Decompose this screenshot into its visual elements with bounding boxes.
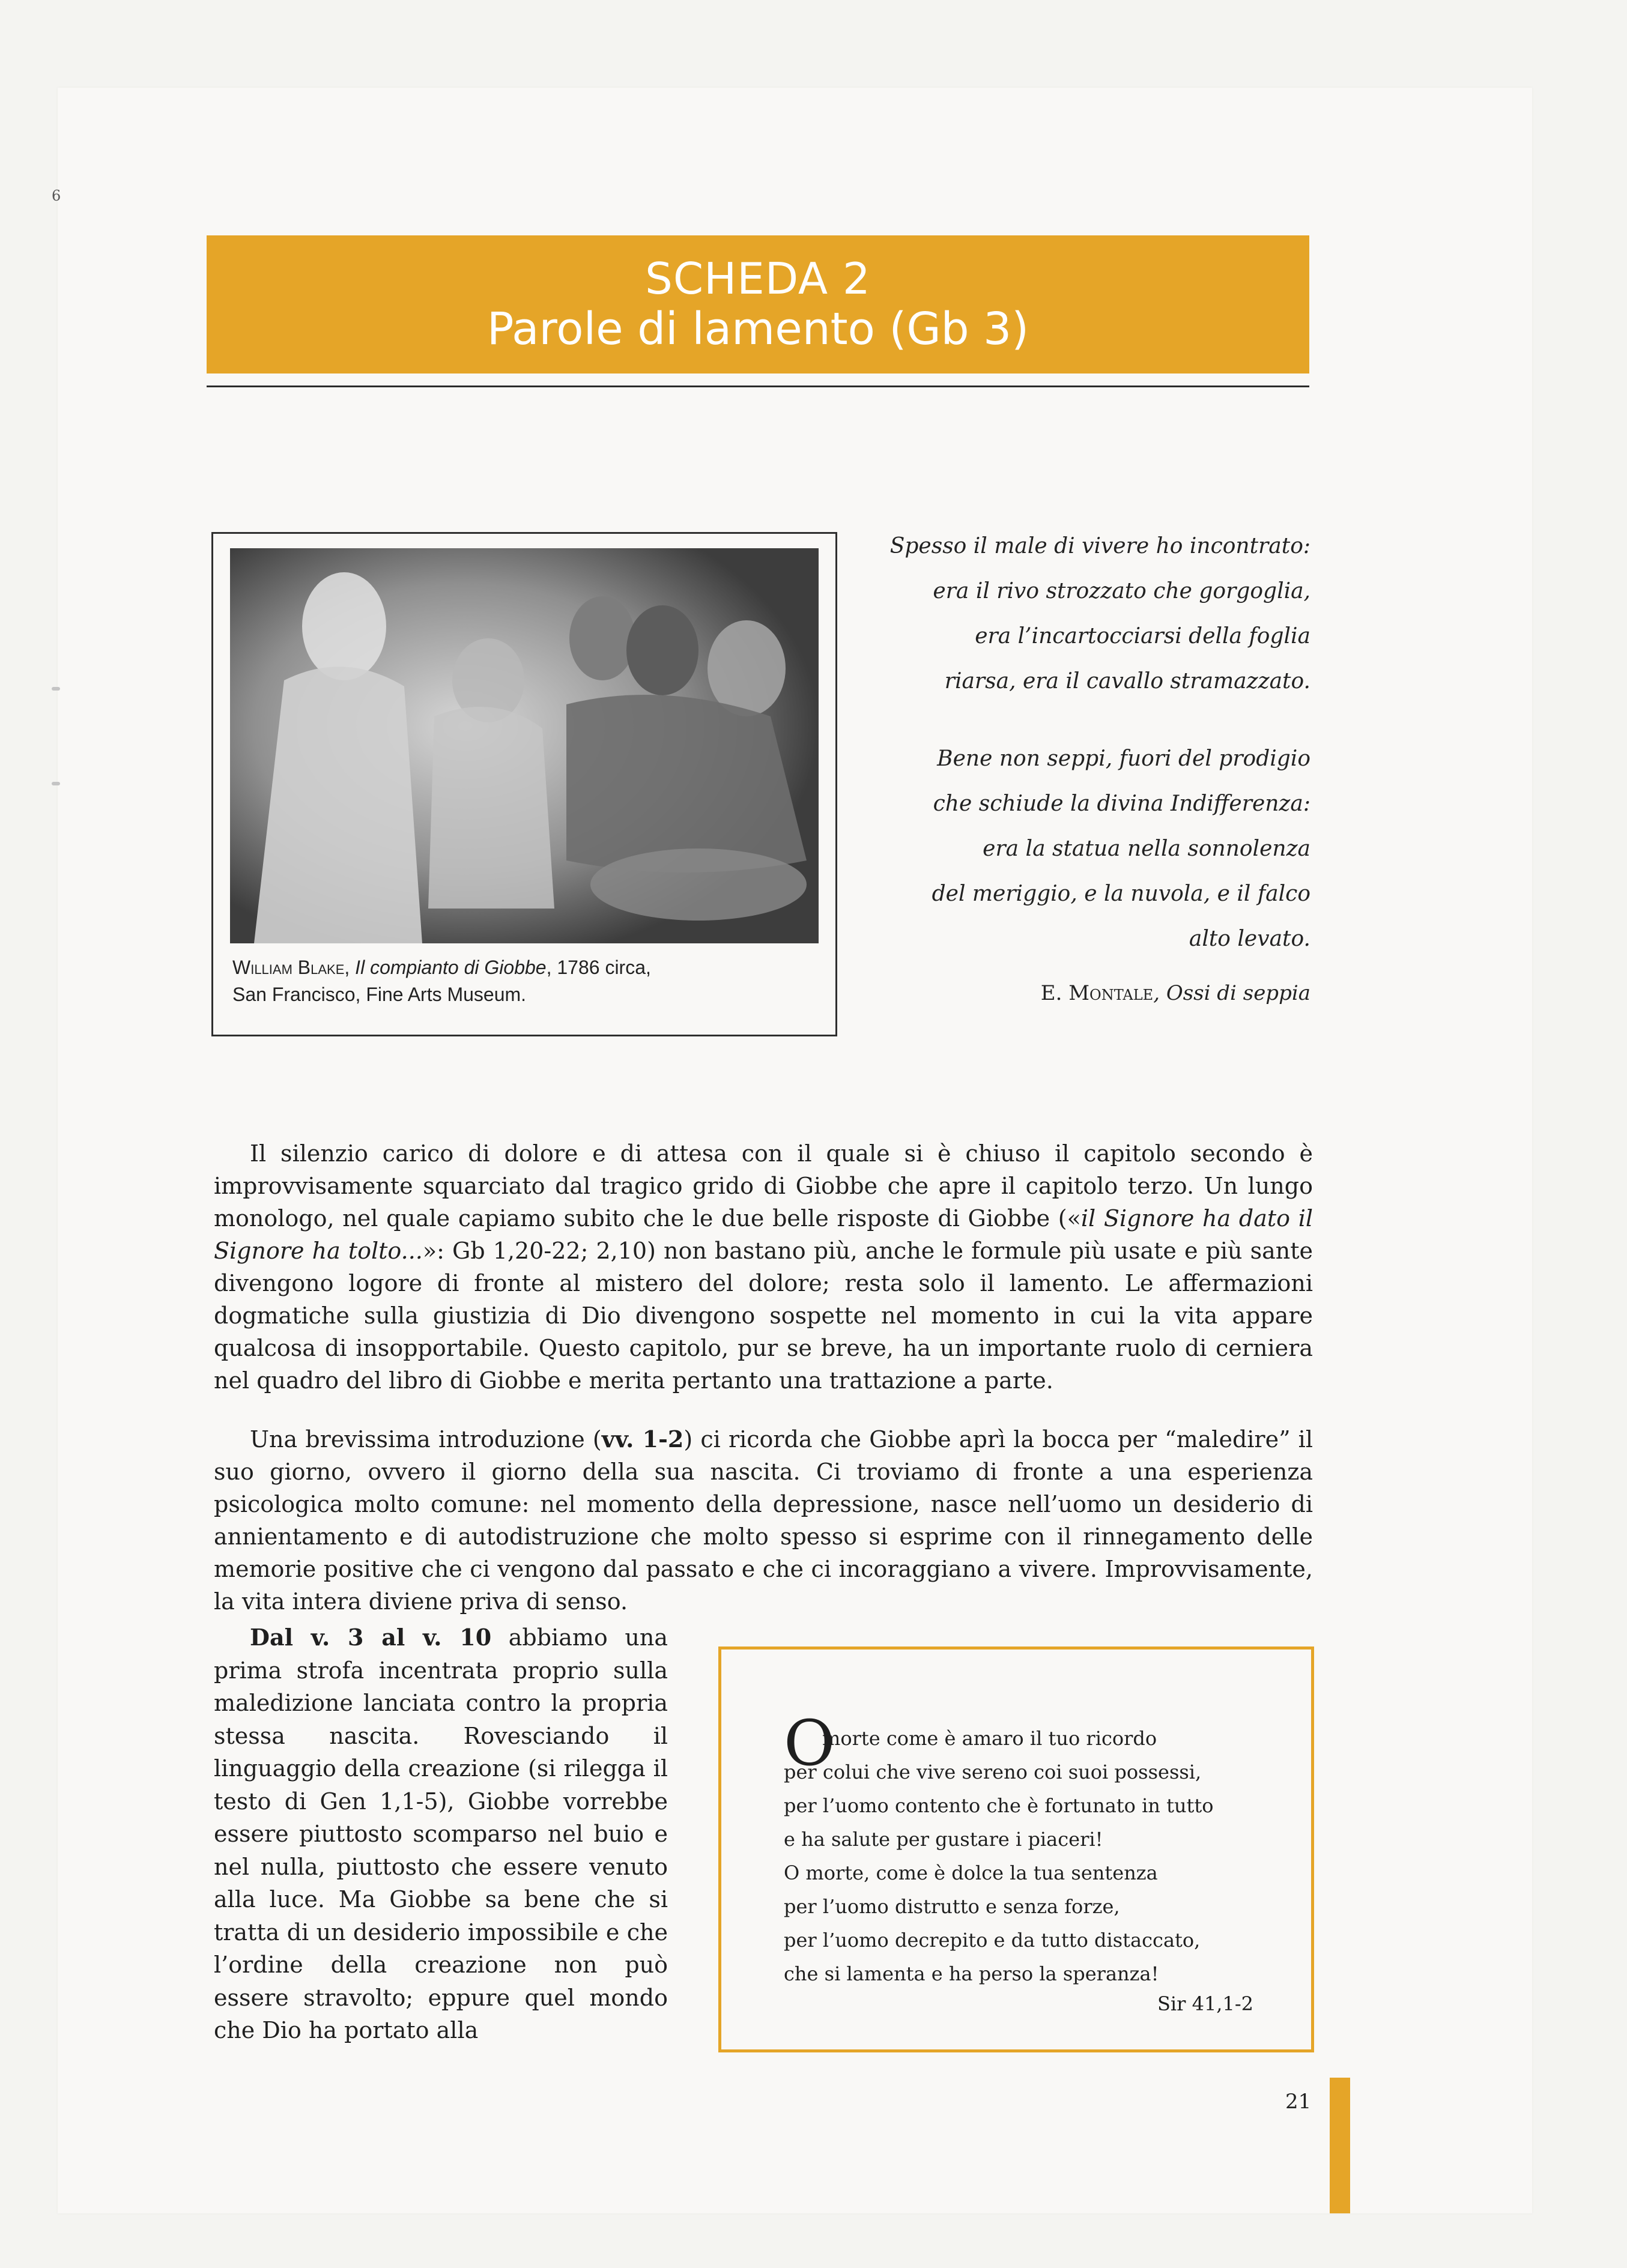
page-number: 21: [1285, 2090, 1312, 2114]
caption-title: Il compianto di Giobbe: [355, 957, 547, 978]
paragraph-text: abbiamo una prima strofa incentrata proprio sulla maledizione lanciata contro la propria stessa nascita. Rovesciando il linguaggio della creazione (si rilegga il testo di Gen 1,1-5), Giobbe vorrebbe essere piuttosto scomparso nel buio e nel nulla, piuttosto che essere venuto alla luce. Ma Giobbe sa bene che si tratta di un desiderio impossibile e che l’ordine della creazione non può essere stravolto; eppure quel mondo che Dio ha portato alla: [214, 1624, 668, 2043]
attribution-separator: ,: [1153, 981, 1166, 1005]
section-kicker: SCHEDA 2: [645, 253, 871, 304]
painting-image: [230, 548, 819, 943]
painting-illustration: [230, 548, 819, 943]
poem-line: alto levato.: [1189, 927, 1310, 951]
poem-line: che schiude la divina Indifferenza:: [933, 791, 1310, 816]
poem-line: Spesso il male di vivere ho incontrato:: [889, 534, 1310, 558]
caption-date: , 1786 circa,: [546, 957, 651, 978]
figure-box: [211, 532, 837, 1036]
section-banner: [207, 235, 1309, 373]
paragraph: [214, 1137, 1313, 1397]
caption-author: William Blake: [232, 957, 345, 978]
quote-line: morte come è amaro il tuo ricordo: [822, 1727, 1157, 1750]
poem-author: E. Montale: [1040, 981, 1154, 1005]
paragraph-quote: il Signore ha dato il Signore ha tolto...: [214, 1205, 1313, 1264]
quote-line: per colui che vive sereno coi suoi possessi,: [784, 1761, 1202, 1783]
poem-line: era l’incartocciarsi della foglia: [975, 624, 1310, 649]
figure-caption: [232, 954, 821, 1008]
verse-reference: vv. 1-2: [601, 1426, 684, 1453]
paragraph: [214, 1423, 1313, 1618]
paragraph-text: Il silenzio carico di dolore e di attesa con il quale si è chiuso il capitolo secondo è improvvisamente squarciato dal tragico grido di Giobbe che apre il capitolo terzo. Un lungo monologo, nel quale capiamo subito che le due belle risposte di Giobbe («: [214, 1140, 1313, 1232]
body-text: [214, 1137, 1313, 1618]
section-title: Parole di lamento (Gb 3): [486, 303, 1029, 355]
poem-line: del meriggio, e la nuvola, e il falco: [932, 881, 1310, 906]
paragraph: [214, 1621, 668, 2047]
caption-location: San Francisco, Fine Arts Museum.: [232, 983, 527, 1005]
header-rule: [207, 386, 1309, 387]
quote-line: per l’uomo distrutto e senza forze,: [784, 1895, 1120, 1918]
epigraph-poem: [853, 524, 1310, 1016]
caption-separator: ,: [344, 957, 356, 978]
quote-line: che si lamenta e ha perso la speranza!: [784, 1962, 1159, 1985]
quote-line: per l’uomo decrepito e da tutto distaccato,: [784, 1929, 1201, 1952]
quote-line: per l’uomo contento che è fortunato in tutto: [784, 1794, 1214, 1817]
left-column-text: [214, 1621, 668, 2047]
poem-work: Ossi di seppia: [1166, 981, 1310, 1005]
poem-line: era il rivo strozzato che gorgoglia,: [933, 579, 1310, 603]
bleed-mark: [52, 687, 60, 691]
poem-line: era la statua nella sonnolenza: [983, 836, 1310, 861]
paragraph-text: ) ci ricorda che Giobbe aprì la bocca per “maledire” il suo giorno, ovvero il giorno della sua nascita. Ci troviamo di fronte a una esperienza psicologica molto comune: nel momento della depressione, nasce nell’uomo un desiderio di annientamento e di autodistruzione che molto spesso si esprime con il rinnegamento delle memorie positive che ci vengono dal passato e che ci incoraggiano a vivere. Improvvisamente, la vita intera diviene priva di senso.: [214, 1426, 1313, 1615]
paragraph-text: »: Gb 1,20-22; 2,10) non bastano più, anche le formule più usate e più sante divengono logore di fronte al mistero del dolore; resta solo il lamento. Le affermazioni dogmatiche sulla giustizia di Dio divengono sospette nel momento in cui la vita appare qualcosa di insopportabile. Questo capitolo, pur se breve, ha un importante ruolo di cerniera nel quadro del libro di Giobbe e merita pertanto una trattazione a parte.: [214, 1238, 1313, 1394]
bleed-mark: [52, 782, 60, 785]
quote-box: [718, 1647, 1314, 2052]
verse-reference: Dal v. 3 al v. 10: [250, 1624, 492, 1651]
quote-line: e ha salute per gustare i piaceri!: [784, 1828, 1103, 1851]
quote-text: [784, 1722, 1258, 1991]
poem-line: Bene non seppi, fuori del prodigio: [937, 746, 1310, 771]
stanza-break: [853, 704, 1310, 736]
quote-line: O morte, come è dolce la tua sentenza: [784, 1861, 1158, 1884]
outer-page-number: 6: [52, 187, 61, 204]
page-edge-tab: [1330, 2078, 1350, 2213]
drop-cap: O: [784, 1707, 835, 1780]
poem-line: riarsa, era il cavallo stramazzato.: [944, 669, 1310, 694]
poem-attribution: [853, 971, 1310, 1016]
paragraph-text: Una brevissima introduzione (: [250, 1426, 602, 1453]
quote-reference: Sir 41,1-2: [1157, 1992, 1253, 2015]
